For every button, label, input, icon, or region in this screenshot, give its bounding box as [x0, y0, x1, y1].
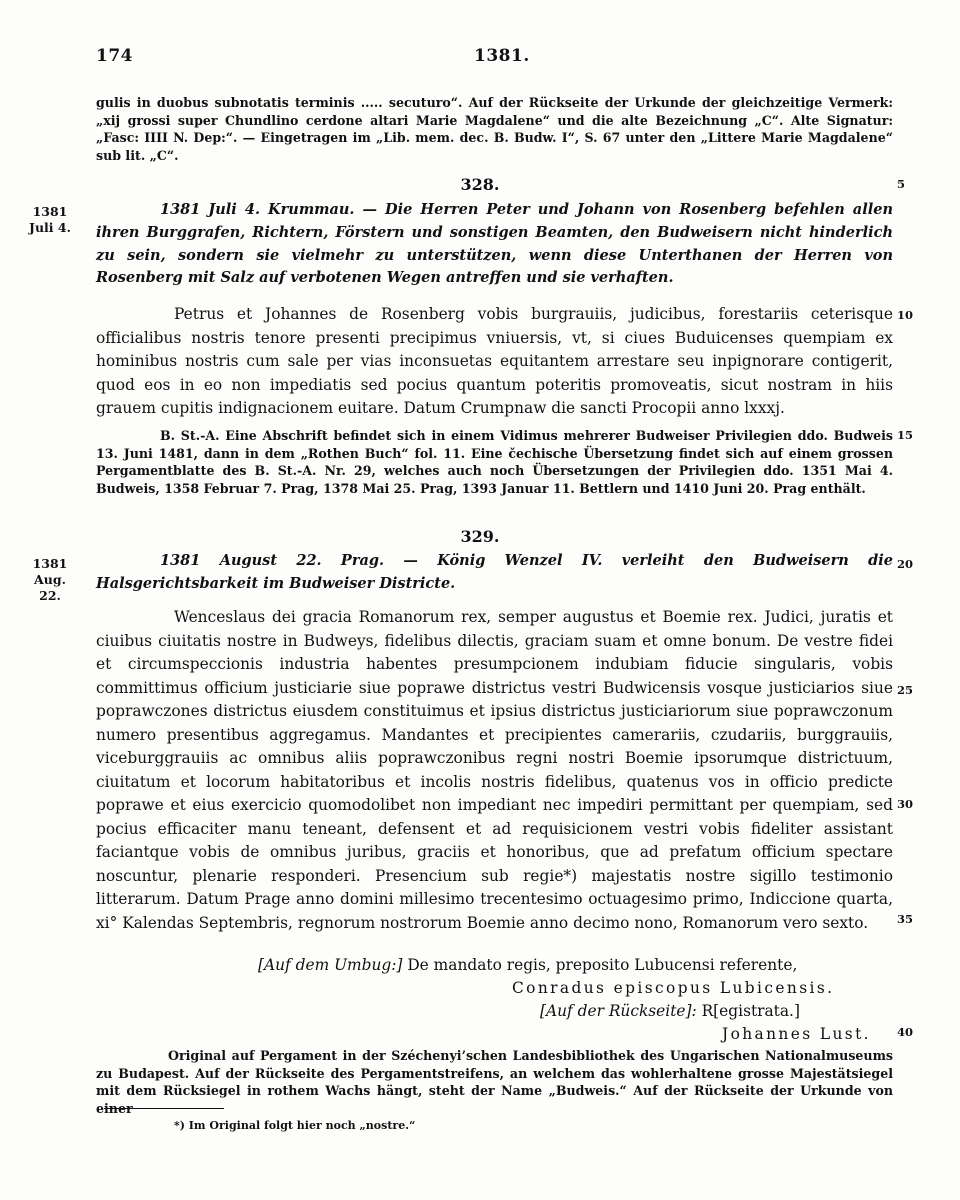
- document-text-329: Wenceslaus dei gracia Romanorum rex, semper augustus et Boemie rex. Judici, juratis et ciuibus ciuitatis nostre in Budweys, fidelibus dilectis, graciam suam et omne bonum. De vestre fidei et circumspeccionis industria habentes presumpcionem indubiam fiducie singularis, vobis committimus officium justiciarie siue poprawe districtus vestri Budwicensis vosque justiciarios siue poprawczones districtus eiusdem constituimus et ipsius districtus justiciariorum siue poprawczonum numero presentibus aggregamus. Mandantes et precipientes camerariis, czudariis, burggrauiis, viceburggrauiis ac omnibus aliis poprawczonibus regni nostri Boemie ipsorumque districtuum, ciuitatum et locorum habitatoribus et incolis nostris fidelibus, quatenus vos in officio predicte poprawe et eius exercicio quomodolibet non impediant nec impediri permittant per quempiam, sed pocius efficaciter manu teneant, defensent et ad requisicionem vestri vobis fideliter assistant faciantque vobis de omnibus juribus, graciis et honoribus, que ad prefatum officium spectare noscuntur, plenarie responderi. Presencium sub regie*) majestatis nostre sigillo testimonio litterarum. Datum Prage anno domini millesimo trecentesimo octuagesimo primo, Indiccione quarta, xi° Kalendas Septembris, regnorum nostrorum Boemie anno decimo nono, Romanorum vero sexto.: [96, 608, 893, 932]
- margin-date-328: 1381 Juli 4.: [29, 204, 71, 235]
- rueckseite-line: [Auf der Rückseite]: R[egistrata.]: [540, 1002, 800, 1020]
- line-number: 5: [897, 177, 906, 191]
- source-note-328: B. St.-A. Eine Abschrift befindet sich in einem Vidimus mehrerer Budweiser Privilegien ddo. Budweis 13. Juni 1481, dann in dem „Rothen Buch“ fol. 11. Eine čechische Übersetzung findet sich auf einem grossen Pergamentblatte des B. St.-A. Nr. 29, welches auch noch Übersetzungen der Privilegien ddo. 1351 Mai 4. Budweis, 1358 Februar 7. Prag, 1378 Mai 25. Prag, 1393 Januar 11. Bettlern und 1410 Juni 20. Prag enthält.: [96, 428, 893, 496]
- source-note-329: Original auf Pergament in der Széchenyi’schen Landesbibliothek des Ungarischen Nationalmuseums zu Budapest. Auf der Rückseite des Pergamentstreifens, an welchem das wohlerhaltene grosse Majestätsiegel mit dem Rücksiegel in rothem Wachs hängt, steht der Name „Budweis.“ Auf der Rückseite der Urkunde von einer: [96, 1048, 893, 1116]
- document-number-329: 329.: [460, 527, 500, 546]
- umbug-line: [Auf dem Umbug:] De mandato regis, preposito Lubucensi referente,: [258, 956, 798, 974]
- line-number: 30: [897, 797, 914, 811]
- line-number: 25: [897, 683, 914, 697]
- regest-329: 1381 August 22. Prag. — König Wenzel IV. verleiht den Budweisern die Halsgerichtsbarkeit im Budweiser Districte.: [96, 552, 893, 592]
- document-text-328: Petrus et Johannes de Rosenberg vobis burgrauiis, judicibus, forestariis ceterisque officialibus nostris tenore presenti precipimus vniuersis, vt, si ciues Buduicenses quempiam ex hominibus nostris cum sale per vias inconsuetas equitantem arrestare seu inpignorare contigerit, quod eos in eo non impediatis sed pocius quantum poteritis promoveatis, sicut nostram in hiis grauem cupitis indignacionem euitare. Datum Crumpnaw die sancti Procopii anno lxxxj.: [96, 305, 893, 417]
- document-number-328: 328.: [460, 175, 500, 194]
- line-number: 15: [897, 428, 914, 442]
- line-number: 10: [897, 308, 914, 322]
- line-number: 35: [897, 912, 914, 926]
- footnote: *) Im Original folgt hier noch „nostre.“: [174, 1119, 416, 1132]
- umbug-name: Conradus episcopus Lubicensis.: [512, 979, 835, 997]
- intro-note: gulis in duobus subnotatis terminis ..... secuturo“. Auf der Rückseite der Urkunde der gleichzeitige Vermerk: „xij grossi super Chundlino cerdone altari Marie Magdalene“ und die alte Bezeichnung „C“. Alte Signatur: „Fasc: IIII N. Dep:“. — Eingetragen im „Lib. mem. dec. B. Budw. I“, S. 67 unter den „Littere Marie Magdalene“ sub lit. „C“.: [96, 95, 893, 163]
- signer-name: Johannes Lust.: [722, 1025, 871, 1043]
- line-number: 20: [897, 557, 914, 571]
- regest-328: 1381 Juli 4. Krummau. — Die Herren Peter und Johann von Rosenberg befehlen allen ihren Burggrafen, Richtern, Förstern und sonstigen Beamten, den Budweisern nicht hinderlich zu sein, sondern sie vielmehr zu unterstützen, wenn diese Unterthanen der Herren von Rosenberg mit Salz auf verbotenen Wegen antreffen und sie verhaften.: [96, 201, 893, 287]
- page-number: 174: [96, 46, 133, 66]
- line-number: 40: [897, 1025, 914, 1039]
- margin-date-329: 1381 Aug. 22.: [32, 556, 68, 603]
- running-year: 1381.: [474, 46, 530, 66]
- footnote-rule: [104, 1108, 224, 1109]
